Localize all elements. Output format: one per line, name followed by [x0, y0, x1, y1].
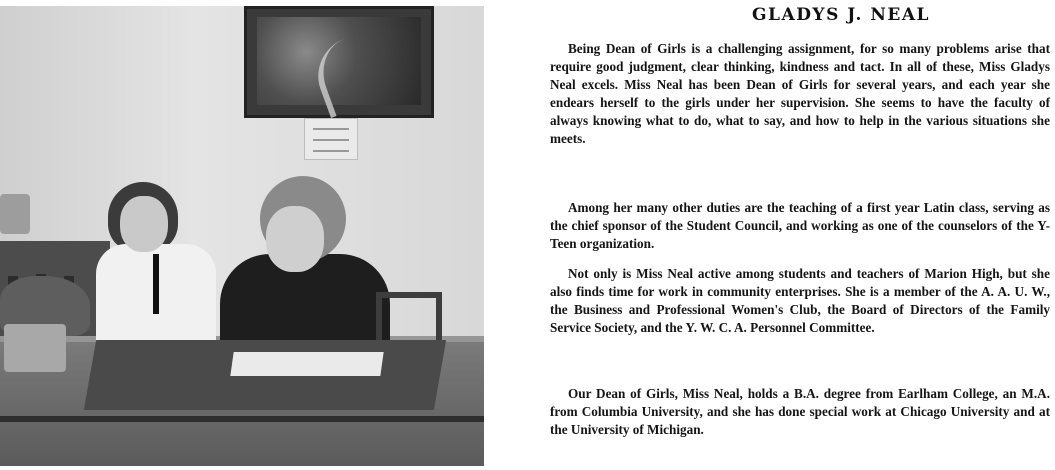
paragraph-duties: Among her many other duties are the teaching of a first year Latin class, serving as the chief sponsor of the Student Council, and working as one of the counselors of the Y-Teen organization. [550, 200, 1050, 251]
dean-figure [220, 176, 390, 366]
office-photo [0, 6, 484, 466]
desk-papers [230, 352, 383, 376]
desk-edge [0, 416, 484, 422]
desk-lamp [0, 194, 30, 234]
plant-pot [4, 324, 66, 372]
article-heading: GLADYS J. NEAL [752, 5, 930, 25]
wall-notice [304, 118, 358, 160]
paragraph-education: Our Dean of Girls, Miss Neal, holds a B.A. degree from Earlham College, an M.A. from Columbia University, and she has done special work at Chicago University and at the University of Michigan. [550, 386, 1050, 437]
paragraph-intro: Being Dean of Girls is a challenging assignment, for so many problems arise that require good judgment, clear thinking, kindness and tact. In all of these, Miss Gladys Neal excels. Miss Neal has been Dean of Girls for several years, and each year she endears herself to the girls under her supervision. She seems to have the faculty of always knowing what to do, what to say, and how to help in the various situations she meets. [550, 41, 1050, 146]
student-figure [96, 182, 226, 352]
paragraph-community: Not only is Miss Neal active among students and teachers of Marion High, but she also finds time for work in community enterprises. She is a member of the A. A. U. W., the Business and Professional Women's Club, the Board of Directors of the Family Service Society, and the Y. W. C. A. Personnel Committee. [550, 266, 1050, 335]
wall-painting [244, 6, 434, 118]
